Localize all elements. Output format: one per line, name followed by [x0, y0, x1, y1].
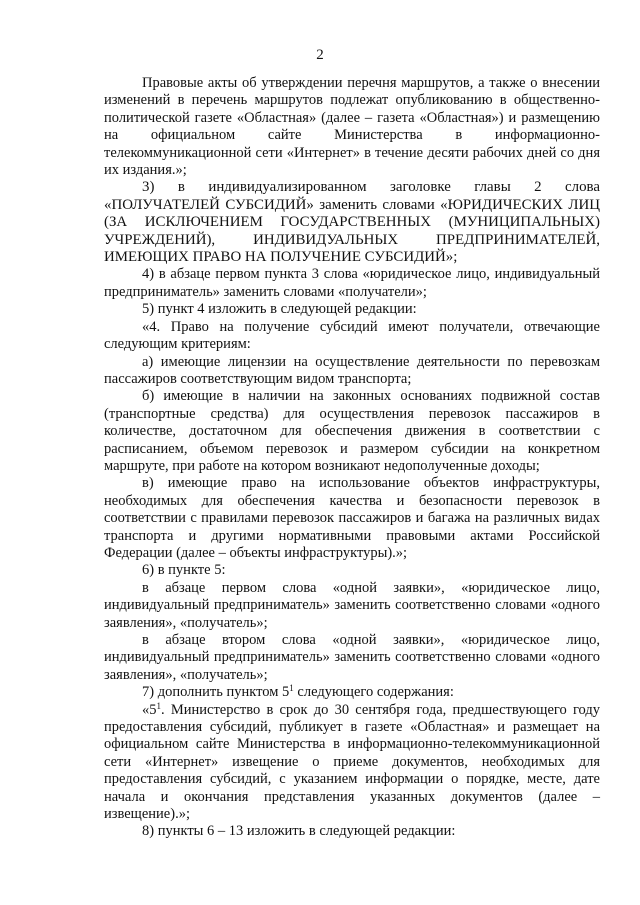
item-7-text-start: 7) дополнить пунктом 5: [142, 684, 290, 701]
point-5-1-text-start: «5: [142, 701, 157, 718]
document-body: [104, 75, 600, 841]
paragraph-publication-rules: Правовые акты об утверждении перечня маршрутов, а также о внесении изменений в перечень маршрутов подлежат опубликованию в общественно-политической газете «Областная» (далее – газета «Областная») и размещению на официальном сайте Министерства в информационно-телекоммуникационной сети «Интернет» в течение десяти рабочих дней со дня их издания.»;: [104, 75, 600, 179]
paragraph-criterion-v: в) имеющие право на использование объектов инфраструктуры, необходимых для обеспечения качества и безопасности перевозок в соответствии с правилами перевозок пассажиров и багажа на различных видах транспорта и другими нормативными правовыми актами Российской Федерации (далее – объекты инфраструктуры).»;: [104, 475, 600, 561]
paragraph-item-7: [104, 684, 600, 701]
paragraph-criterion-a: а) имеющие лицензии на осуществление деятельности по перевозкам пассажиров соответствующим видом транспорта;: [104, 353, 600, 387]
point-5-1-text-end: . Министерство в срок до 30 сентября года, предшествующего году предоставления субсидий, публикует в газете «Областная» и размещает на официальном сайте Министерства в информационно-телекоммуникационной сети «Интернет» извещение о приеме документов, необходимых для предоставления субсидий, с указанием информации о порядке, месте, дате начала и окончания представления указанных документов (далее – извещение).»;: [104, 701, 600, 823]
paragraph-item-6-second: в абзаце втором слова «одной заявки», «юридическое лицо, индивидуальный предприниматель» заменить соответственно словами «одного заявления», «получатель»;: [104, 632, 600, 683]
paragraph-criterion-b: б) имеющие в наличии на законных основаниях подвижной состав (транспортные средства) для осуществления перевозок пассажиров в количестве, достаточном для обеспечения движения в соответствии с расписанием, объемом перевозок и размером субсидии на конкретном маршруте, при работе на котором возникают недополученные доходы;: [104, 388, 600, 474]
page-number: 2: [316, 47, 324, 63]
paragraph-item-6-first: в абзаце первом слова «одной заявки», «юридическое лицо, индивидуальный предприниматель» заменить соответственно словами «одного заявления», «получатель»;: [104, 579, 600, 631]
paragraph-item-3: 3) в индивидуализированном заголовке главы 2 слова «ПОЛУЧАТЕЛЕЙ СУБСИДИЙ» заменить словами «ЮРИДИЧЕСКИХ ЛИЦ (ЗА ИСКЛЮЧЕНИЕМ ГОСУДАРСТВЕННЫХ (МУНИЦИПАЛЬНЫХ) УЧРЕЖДЕНИЙ), ИНДИВИДУАЛЬНЫХ ПРЕДПРИНИМАТЕЛЕЙ, ИМЕЮЩИХ ПРАВО НА ПОЛУЧЕНИЕ СУБСИДИЙ»;: [104, 179, 600, 266]
paragraph-item-4: 4) в абзаце первом пункта 3 слова «юридическое лицо, индивидуальный предприниматель» заменить словами «получатели»;: [104, 266, 600, 300]
paragraph-point-4-intro: «4. Право на получение субсидий имеют получатели, отвечающие следующим критериям:: [104, 318, 600, 353]
item-7-superscript: 1: [289, 683, 294, 694]
point-5-1-superscript: 1: [156, 700, 161, 711]
paragraph-item-6: 6) в пункте 5:: [142, 562, 226, 579]
paragraph-item-5: 5) пункт 4 изложить в следующей редакции:: [142, 301, 417, 318]
item-7-text-end: следующего содержания:: [293, 684, 454, 701]
paragraph-item-8: 8) пункты 6 – 13 изложить в следующей редакции:: [142, 823, 456, 840]
paragraph-point-5-1: [104, 702, 600, 824]
